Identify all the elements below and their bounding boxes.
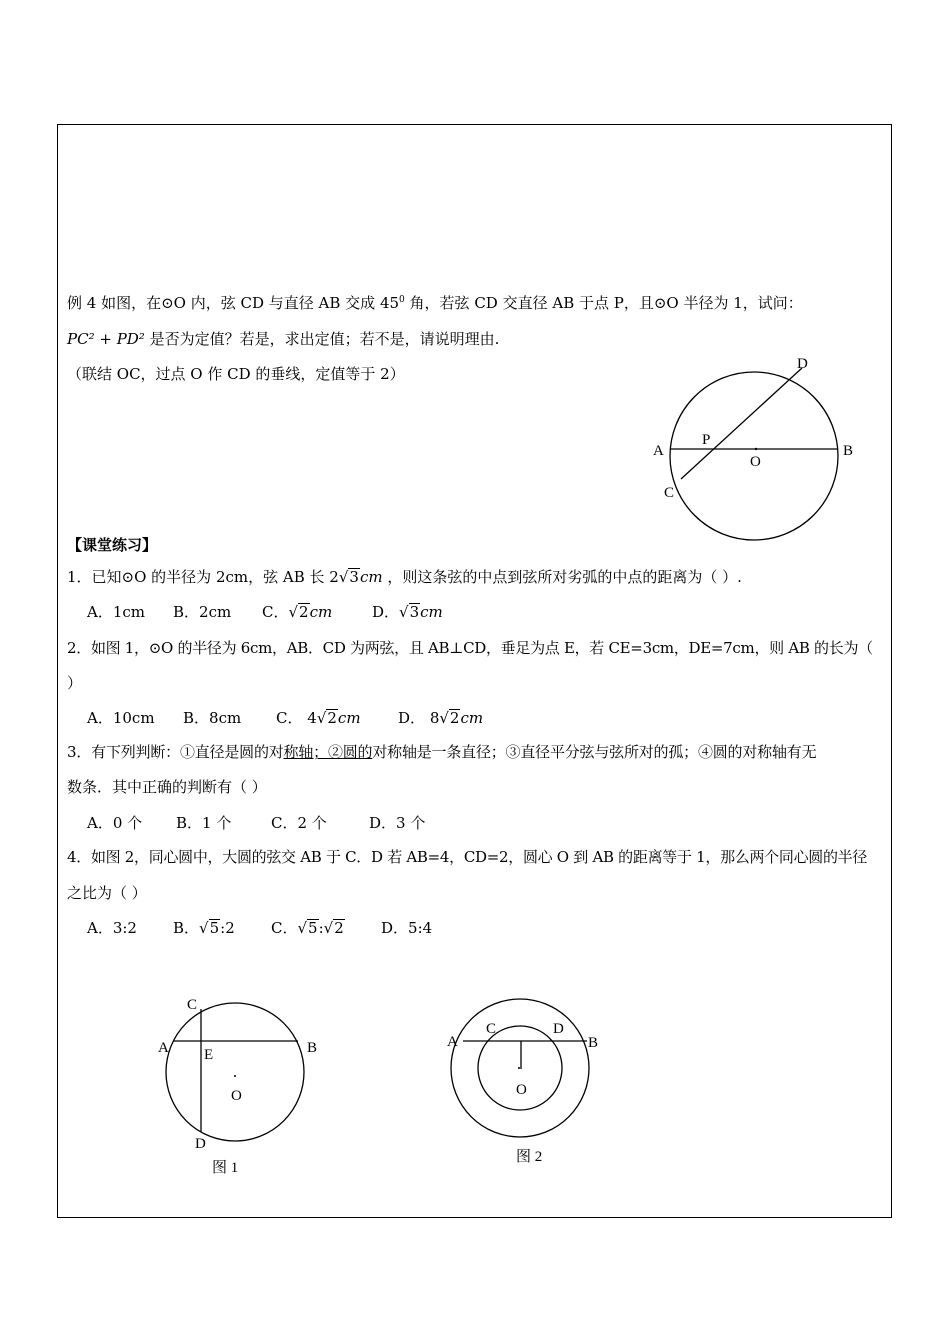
- center-o: [755, 448, 757, 450]
- label-p: P: [702, 432, 711, 448]
- q3-opt-d: D．3 个: [369, 814, 426, 832]
- q2-opt-b: B．8cm: [183, 709, 242, 727]
- figure-1: [150, 990, 340, 1185]
- q4-opt-a: A．3:2: [87, 919, 137, 937]
- label-b: B: [843, 443, 854, 459]
- q4-stem: 4．如图 2，同心圆中，大圆的弦交 AB 于 C．D 若 AB=4，CD=2，圆心 O 到 AB 的距离等于 1，那么两个同心圆的半径: [67, 848, 868, 866]
- q2-opt-d: D． 8√2cm: [398, 709, 484, 727]
- figure-2: [440, 995, 620, 1175]
- q3-opt-c: C．2 个: [271, 814, 327, 832]
- q4-stem-tail: 之比为（ ）: [67, 884, 147, 902]
- q2-opt-c: C． 4√2cm: [276, 709, 361, 727]
- fig2-center: [518, 1067, 520, 1069]
- label-c: C: [664, 485, 675, 501]
- fig2-caption: 图 2: [516, 1149, 543, 1165]
- fig2-label-b: B: [588, 1035, 599, 1051]
- q4-opt-c: C．√5:√2: [271, 919, 344, 937]
- label-d: D: [797, 356, 808, 372]
- fig2-label-a: A: [447, 1034, 458, 1050]
- fig1-label-d: D: [195, 1136, 206, 1152]
- example4-line1: [67, 290, 803, 313]
- q1-expr: 2√3cm: [329, 568, 383, 586]
- q4-opt-d: D．5:4: [381, 919, 433, 937]
- fig1-circle: [166, 1003, 304, 1141]
- q1-opt-b: B．2cm: [173, 603, 232, 621]
- fig2-label-o: O: [516, 1082, 527, 1098]
- formula: PC² + PD²: [67, 330, 145, 348]
- q3-opt-b: B．1 个: [176, 814, 232, 832]
- example4-line2: [67, 329, 499, 349]
- q1-stem: [67, 567, 742, 587]
- fig2-label-c: C: [486, 1021, 497, 1037]
- practice-heading: 【课堂练习】: [67, 536, 158, 554]
- fig1-label-e: E: [204, 1047, 214, 1063]
- q2-stem-tail: ）: [67, 674, 83, 692]
- q1-stem-a: 1．已知⊙O 的半径为 2cm，弦 AB 长: [67, 568, 325, 586]
- q3-opt-a: A．0 个: [87, 814, 143, 832]
- q1-opt-c: C．√2cm: [262, 603, 333, 621]
- fig1-center: [234, 1075, 236, 1077]
- fig1-label-c: C: [187, 997, 198, 1013]
- q3-stem: 3．有下列判断：①直径是圆的对称轴；②圆的对称轴是一条直径；③直径平分弦与弦所对的孤；④圆的对称轴有无: [67, 743, 817, 761]
- example4-figure: [640, 345, 870, 545]
- label-a: A: [653, 443, 664, 459]
- fig2-label-d: D: [553, 1021, 564, 1037]
- example4-text-b: 角，若弦 CD 交直径 AB 于点 P，且⊙O 半径为 1，试问：: [409, 294, 803, 312]
- label-o: O: [750, 454, 761, 470]
- example4-text-a: 例 4 如图，在⊙O 内，弦 CD 与直径 AB 交成: [67, 294, 376, 312]
- q2-opt-a: A．10cm: [87, 709, 155, 727]
- fig1-label-a: A: [158, 1040, 169, 1056]
- q1-opt-a: A．1cm: [87, 603, 146, 621]
- q3-stem-tail: 数条．其中正确的判断有（ ）: [67, 778, 267, 796]
- example4-question: 是否为定值？若是，求出定值；若不是，请说明理由.: [149, 330, 500, 348]
- example4-hint: （联结 OC，过点 O 作 CD 的垂线，定值等于 2）: [67, 365, 405, 383]
- q1-stem-b: ，则这条弦的中点到弦所对劣弧的中点的距离为（ ）.: [387, 568, 742, 586]
- q1-opt-d: D．√3cm: [372, 603, 443, 621]
- angle-value: $45^0$: [379, 294, 405, 312]
- q2-stem: 2．如图 1，⊙O 的半径为 6cm，AB．CD 为两弦，且 AB⊥CD，垂足为点 E，若 CE=3cm，DE=7cm，则 AB 的长为（: [67, 639, 873, 657]
- chord-cd: [681, 368, 802, 479]
- fig1-label-b: B: [307, 1040, 318, 1056]
- fig1-caption: 图 1: [212, 1160, 239, 1176]
- q4-opt-b: B．√5:2: [173, 919, 235, 937]
- fig1-label-o: O: [231, 1088, 242, 1104]
